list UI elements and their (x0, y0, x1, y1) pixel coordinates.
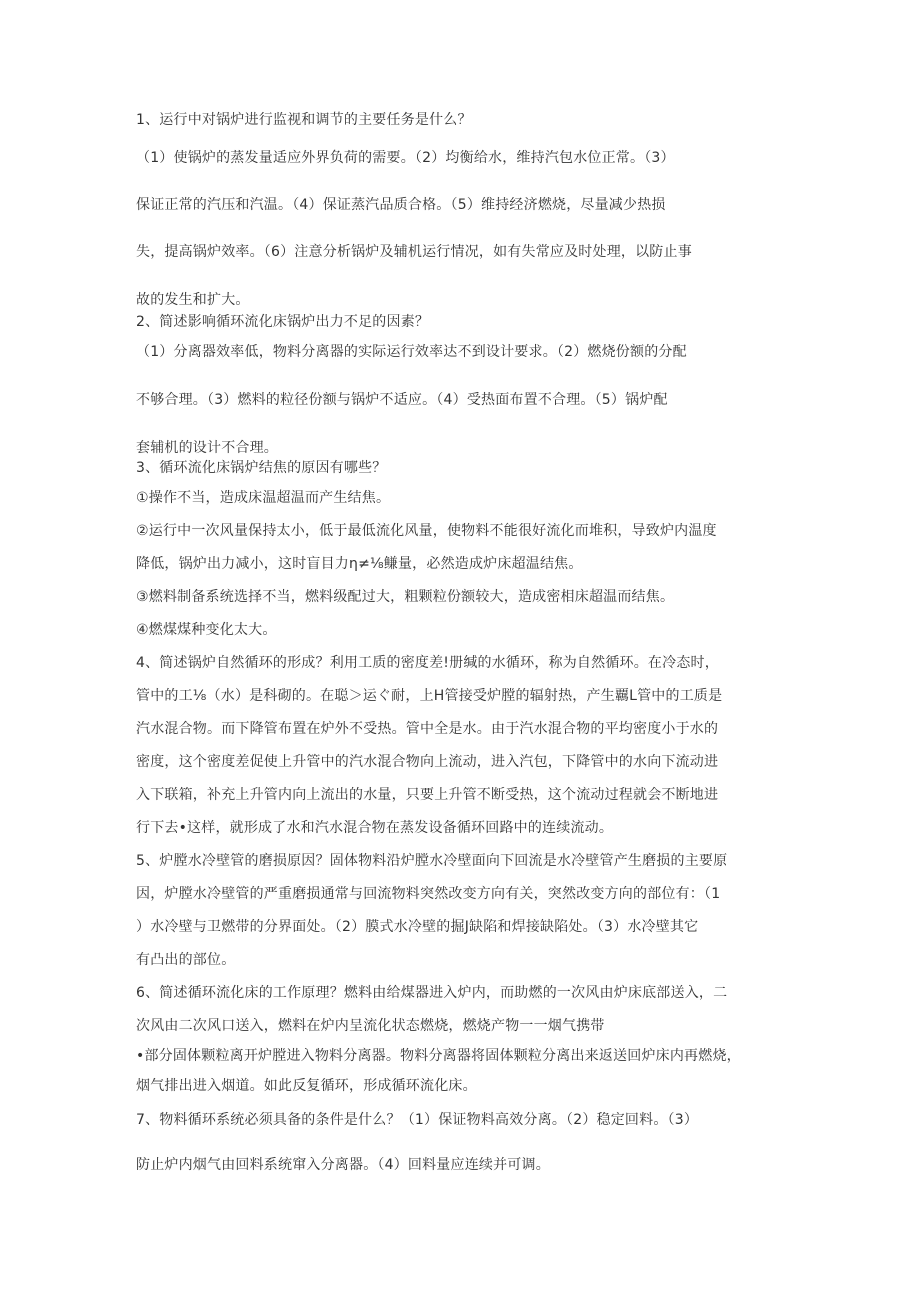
q4-line-2: 管中的工⅛（水）是科砌的。在聪＞运ぐ耐，上H管接受炉膛的辐射热，产生覊L管中的工质是 (136, 688, 723, 704)
q5-line-4: 有凸出的部位。 (136, 952, 236, 968)
q7-line-1: 7、物料循环系统必须具备的条件是什么？（1）保证物料高效分离。（2）稳定回料。（3） (136, 1112, 699, 1128)
q3-item-3: ③燃料制备系统选择不当，燃料级配过大，粗颗粒份额较大，造成密相床超温而结焦。 (136, 589, 675, 605)
q4-line-4: 密度，这个密度差促使上升管中的汽水混合物向上流动，进入汽包，下降管中的水向下流动进 (136, 754, 719, 770)
q6-line-3: •部分固体颗粒离开炉膛进入物料分离器。物料分离器将固体颗粒分离出来返送回炉床内再燃烧， (136, 1048, 741, 1064)
q5-line-3: ）水冷壁与卫燃带的分界面处。（2）膜式水冷壁的掘J缺陷和焊接缺陷处。（3）水冷壁其它 (136, 919, 699, 935)
q4-line-1: 4、简述锅炉自然循环的形成？利用工质的密度差!册缄的水循环，称为自然循环。在冷态时， (136, 655, 719, 671)
q6-line-1: 6、简述循环流化床的工作原理？燃料由给煤器进入炉内，而助燃的一次风由炉床底部送入，二 (136, 985, 728, 1001)
q3-item-2-line-2: 降低，锅炉出力减小，这时盲目力η≠⅛鳒量，必然造成炉床超温结焦。 (136, 556, 583, 572)
q2-answer-line-2: 不够合理。（3）燃料的粒径份额与锅炉不适应。（4）受热面布置不合理。（5）锅炉配 (136, 392, 668, 408)
q3-item-2-line-1: ②运行中一次风量保持太小，低于最低流化风量，使物料不能很好流化而堆积，导致炉内温度 (136, 523, 717, 539)
q7-line-2: 防止炉内烟气由回料系统窜入分离器。（4）回料量应连续并可调。 (136, 1157, 550, 1173)
q3-heading: 3、循环流化床锅炉结焦的原因有哪些？ (136, 460, 387, 476)
q3-item-4: ④燃煤煤种变化太大。 (136, 622, 277, 638)
q1-heading: 1、运行中对锅炉进行监视和调节的主要任务是什么？ (136, 112, 472, 128)
q6-line-4: 烟气排出进入烟道。如此反复循环，形成循环流化床。 (136, 1078, 477, 1094)
q1-answer-line-4: 故的发生和扩大。 (136, 292, 250, 308)
q5-line-2: 因，炉膛水冷壁管的严重磨损通常与回流物料突然改变方向有关，突然改变方向的部位有：（1 (136, 886, 721, 902)
q2-answer-line-3: 套辅机的设计不合理。 (136, 440, 278, 456)
q1-answer-line-1: （1）使锅炉的蒸发量适应外界负荷的需要。（2）均衡给水，维持汽包水位正常。（3） (136, 150, 675, 166)
q4-line-3: 汽水混合物。而下降管布置在炉外不受热。管中全是水。由于汽水混合物的平均密度小于水的 (136, 721, 719, 737)
q2-answer-line-1: （1）分离器效率低，物料分离器的实际运行效率达不到设计要求。（2）燃烧份额的分配 (136, 344, 687, 360)
q5-line-1: 5、炉膛水冷壁管的磨损原因？固体物料沿炉膛水冷壁面向下回流是水冷壁管产生磨损的主要原 (136, 853, 728, 869)
q1-answer-line-2: 保证正常的汽压和汽温。（4）保证蒸汽品质合格。（5）维持经济燃烧，尽量减少热损 (136, 197, 666, 213)
q4-line-6: 行下去•这样，就形成了水和汽水混合物在蒸发设备循环回路中的连续流动。 (136, 820, 614, 836)
q4-line-5: 入下联箱，补充上升管内向上流出的水量，只要上升管不断受热，这个流动过程就会不断地进 (136, 787, 719, 803)
q6-line-2: 次风由二次风口送入，燃料在炉内呈流化状态燃烧，燃烧产物一一烟气携带 (136, 1018, 605, 1034)
q2-heading: 2、简述影响循环流化床锅炉出力不足的因素？ (136, 314, 430, 330)
q3-item-1: ①操作不当，造成床温超温而产生结焦。 (136, 490, 391, 506)
q1-answer-line-3: 失，提高锅炉效率。（6）注意分析锅炉及辅机运行情况，如有失常应及时处理，以防止事 (136, 244, 692, 260)
